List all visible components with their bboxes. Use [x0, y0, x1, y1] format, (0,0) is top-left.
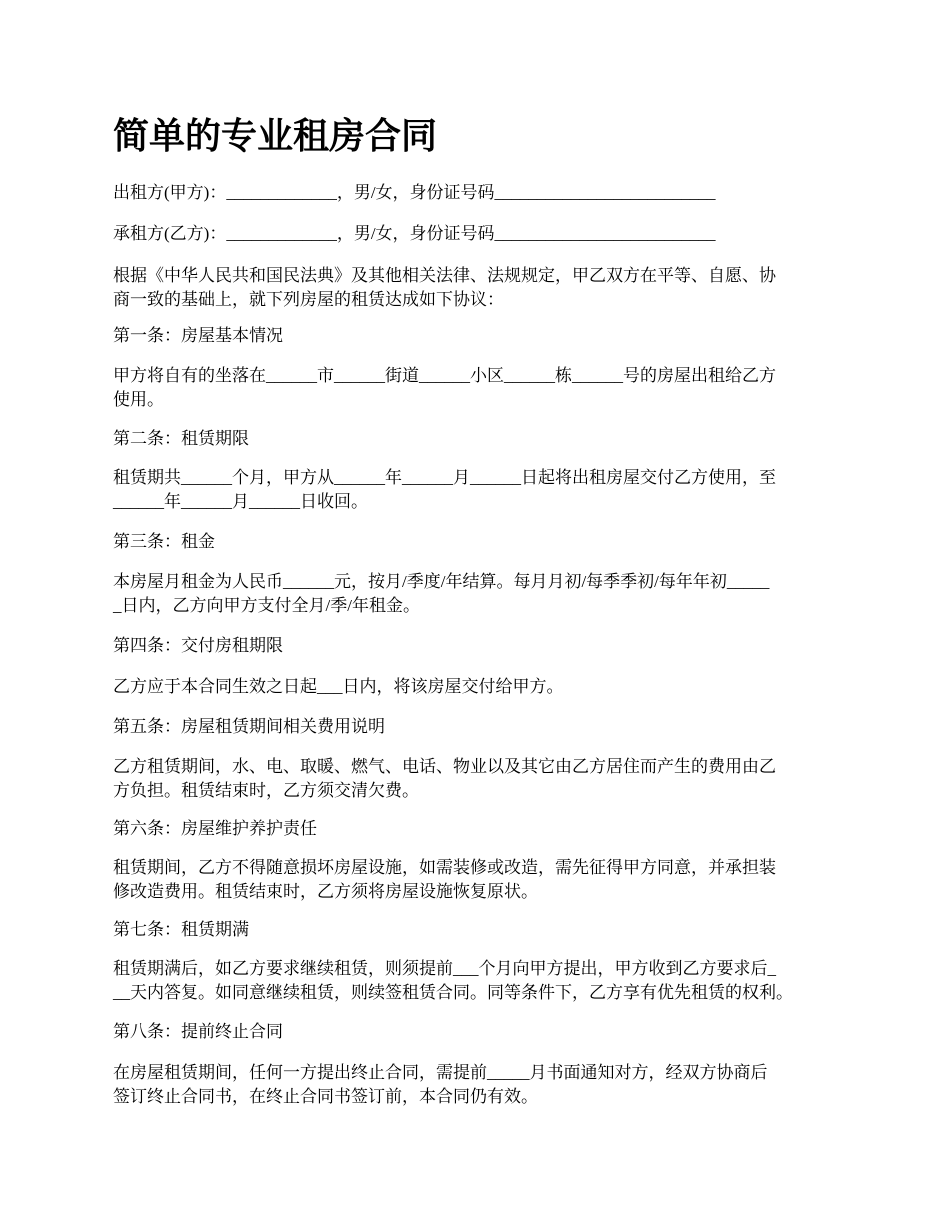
clause-1-heading: 第一条：房屋基本情况: [113, 326, 283, 345]
clause-6-line-1: 租赁期间，乙方不得随意损坏房屋设施，如需装修或改造，需先征得甲方同意，并承担装: [113, 858, 776, 877]
clause-7-text: [113, 957, 853, 1005]
intro-line-2: 商一致的基础上，就下列房屋的租赁达成如下协议：: [113, 290, 504, 309]
clause-6-text: [113, 856, 853, 904]
clause-5-text: [113, 755, 853, 803]
document-title: 简单的专业租房合同: [113, 116, 438, 156]
clause-6-heading: 第六条：房屋维护养护责任: [113, 819, 317, 838]
clause-2-line-1: 租赁期共______个月，甲方从______年______月______日起将出租房屋交付乙方使用，至: [113, 468, 776, 487]
intro-paragraph: [113, 264, 853, 312]
clause-1-line-2: 使用。: [113, 390, 164, 409]
clause-7-heading: 第七条：租赁期满: [113, 920, 249, 939]
clause-2-heading: 第二条：租赁期限: [113, 429, 249, 448]
intro-line-1: 根据《中华人民共和国民法典》及其他相关法律、法规规定，甲乙双方在平等、自愿、协: [113, 266, 776, 285]
clause-4-text: 乙方应于本合同生效之日起___日内，将该房屋交付给甲方。: [113, 677, 564, 696]
clause-6-line-2: 修改造费用。租赁结束时，乙方须将房屋设施恢复原状。: [113, 882, 538, 901]
clause-2-text: [113, 466, 853, 514]
party-b-line: 承租方(乙方)：_____________，男/女，身份证号码__________________________: [113, 224, 716, 243]
clause-4-heading: 第四条：交付房租期限: [113, 636, 283, 655]
clause-7-line-1: 租赁期满后，如乙方要求继续租赁，则须提前___个月向甲方提出，甲方收到乙方要求后_: [113, 959, 776, 978]
clause-7-line-2: __天内答复。如同意继续租赁，则续签租赁合同。同等条件下，乙方享有优先租赁的权利。: [113, 983, 793, 1002]
clause-8-heading: 第八条：提前终止合同: [113, 1022, 283, 1041]
clause-8-text: [113, 1061, 853, 1109]
clause-2-line-2: ______年______月______日收回。: [113, 492, 368, 511]
clause-1-text: [113, 364, 853, 412]
party-a-line: 出租方(甲方)：_____________，男/女，身份证号码__________________________: [113, 183, 716, 202]
clause-8-line-1: 在房屋租赁期间，任何一方提出终止合同，需提前_____月书面通知对方，经双方协商后: [113, 1063, 768, 1082]
clause-5-heading: 第五条：房屋租赁期间相关费用说明: [113, 717, 385, 736]
clause-3-text: [113, 570, 853, 618]
clause-5-line-1: 乙方租赁期间，水、电、取暖、燃气、电话、物业以及其它由乙方居住而产生的费用由乙: [113, 757, 776, 776]
clause-3-heading: 第三条：租金: [113, 532, 215, 551]
clause-3-line-2: _日内，乙方向甲方支付全月/季/年租金。: [113, 596, 420, 615]
clause-5-line-2: 方负担。租赁结束时，乙方须交清欠费。: [113, 781, 419, 800]
clause-1-line-1: 甲方将自有的坐落在______市______街道______小区______栋______号的房屋出租给乙方: [113, 366, 776, 385]
clause-3-line-1: 本房屋月租金为人民币______元，按月/季度/年结算。每月月初/每季季初/每年年初_____: [113, 572, 770, 591]
clause-8-line-2: 签订终止合同书，在终止合同书签订前，本合同仍有效。: [113, 1087, 538, 1106]
